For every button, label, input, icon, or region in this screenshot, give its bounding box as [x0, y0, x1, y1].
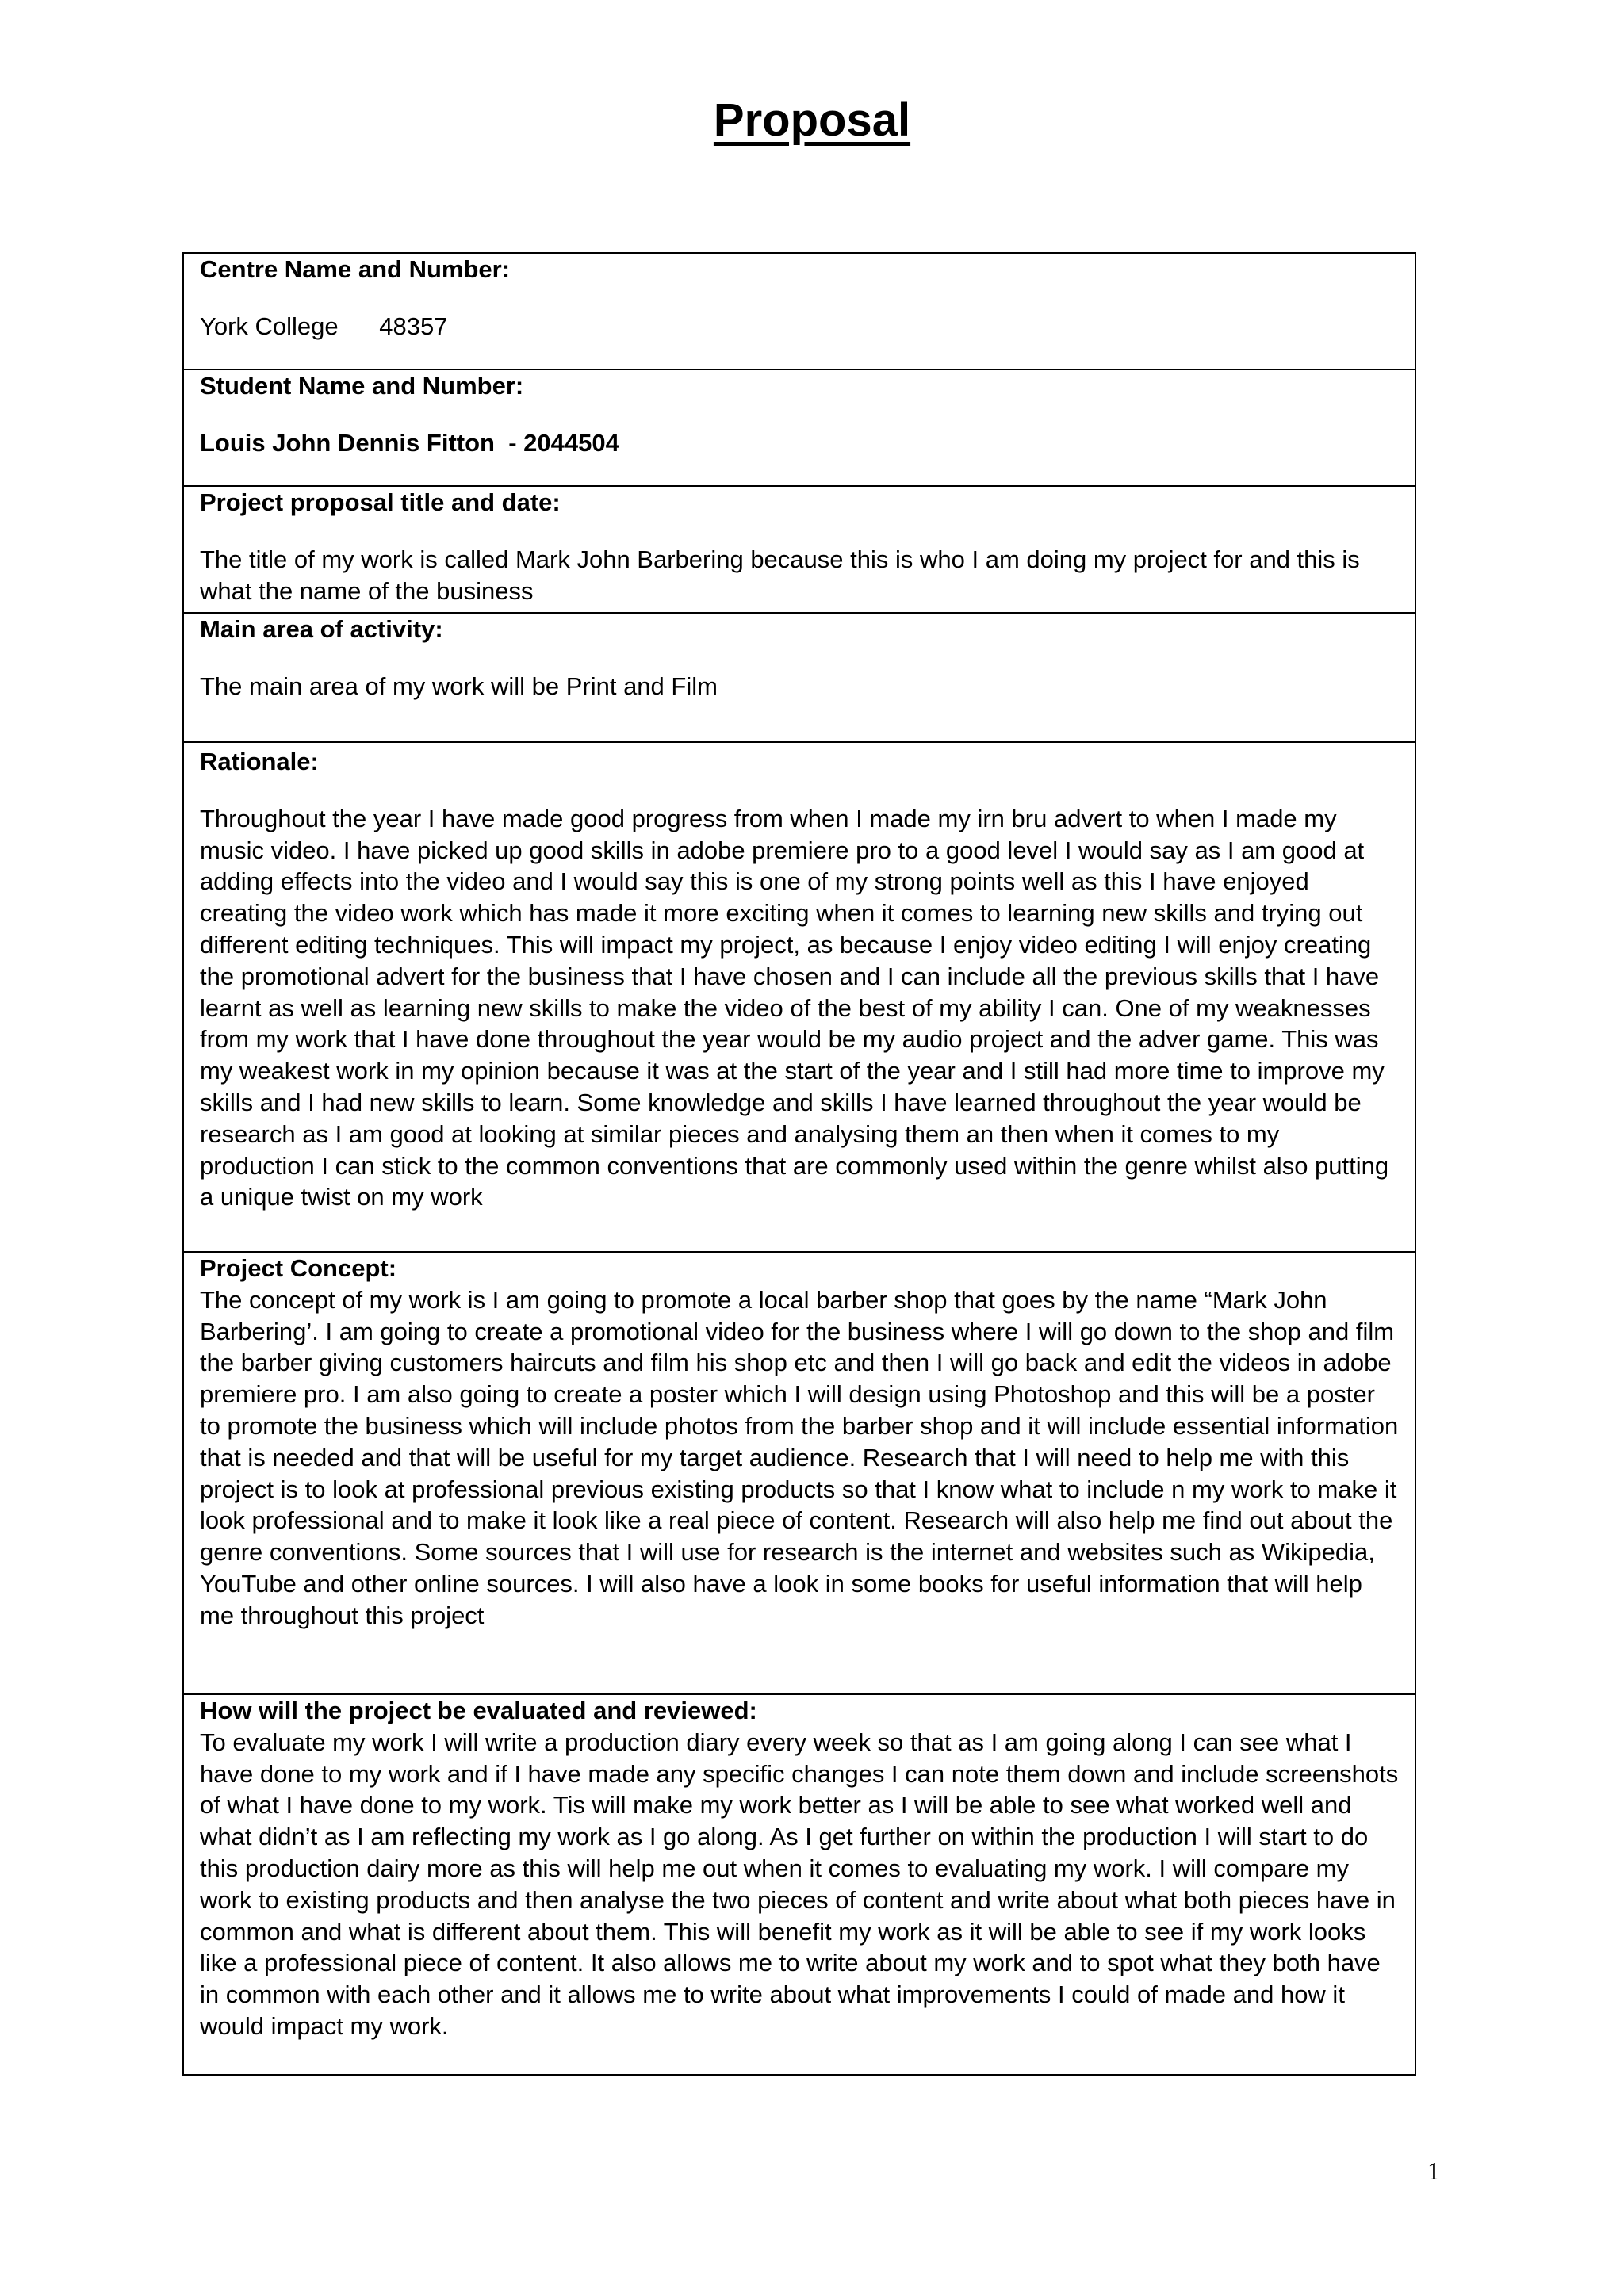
rationale-value: Throughout the year I have made good progress from when I made my irn bru advert to when I made my music video. I have picked up good skills in adobe premiere pro to a good level I would say as I am good at adding effects into the video and I would say this is one of my strong points well as this I have enjoyed creating the video work which has made it more exciting when it comes to learning new skills and trying out different editing techniques. This will impact my project, as because I enjoy video editing I will enjoy creating the promotional advert for the business that I have chosen and I can include all the previous skills that I have learnt as well as learning new skills to make the video of the best of my ability I can. One of my weaknesses from my work that I have done throughout the year would be my audio project and the adver game. This was my weakest work in my opinion because it was at the start of the year and I still had more time to improve my skills and I had new skills to learn. Some knowledge and skills I have learned throughout the year would be research as I am good at looking at similar pieces and analysing them an then when it comes to my production I can stick to the common conventions that are commonly used within the genre whilst also putting a unique twist on my work — [200, 804, 1389, 1211]
activity-value: The main area of my work will be Print and Film — [200, 672, 718, 700]
evaluation-row — [183, 1694, 1415, 2075]
rationale-heading: Rationale: — [200, 748, 319, 775]
activity-heading: Main area of activity: — [200, 615, 443, 643]
activity-cell — [183, 613, 1415, 742]
project-title-cell — [183, 486, 1415, 613]
rationale-row — [183, 742, 1415, 1252]
student-cell — [183, 369, 1415, 486]
proposal-form-table — [182, 252, 1416, 2076]
page-number: 1 — [1427, 2156, 1440, 2185]
evaluation-heading: How will the project be evaluated and reviewed: — [200, 1697, 757, 1724]
concept-value: The concept of my work is I am going to promote a local barber shop that goes by the name “Mark John Barbering’. I am going to create a promotional video for the business where I will go down to the shop and film the barber giving customers haircuts and film his shop etc and then I will go back and edit the videos in adobe premiere pro. I am also going to create a poster which I will design using Photoshop and this will be a poster to promote the business which will include photos from the barber shop and it will include essential information that is needed and that will be useful for my target audience. Research that I will need to help me with this project is to look at professional previous existing products so that I know what to include n my work to make it look professional and to make it look like a real piece of content. Research will also help me find out about the genre conventions. Some sources that I will use for research is the internet and websites such as Wikipedia, YouTube and other online sources. I will also have a look in some books for useful information that will help me throughout this project — [200, 1285, 1399, 1629]
rationale-cell — [183, 742, 1415, 1252]
evaluation-value: To evaluate my work I will write a production diary every week so that as I am going along I can see what I have done to my work and if I have made any specific changes I can note them down and include screenshots of what I have done to my work. Tis will make my work better as I will be able to see what worked well and what didn’t as I am reflecting my work as I go along. As I get further on within the production I will start to do this production dairy more as this will help me out when it comes to evaluating my work. I will compare my work to existing products and then analyse the two pieces of content and write about what both pieces have in common and what is different about them. This will benefit my work as it will be able to see if my work looks like a professional piece of content. It also allows me to write about my work and to spot what they both have in common with each other and it allows me to write about what improvements I could of made and how it would impact my work. — [200, 1728, 1399, 2040]
centre-heading: Centre Name and Number: — [200, 255, 511, 283]
project-title-value: The title of my work is called Mark John Barbering because this is who I am doing my project for and this is what the name of the business — [200, 545, 1360, 605]
concept-cell — [183, 1252, 1415, 1694]
project-title-heading: Project proposal title and date: — [200, 488, 561, 516]
centre-value: York College 48357 — [200, 312, 448, 340]
student-heading: Student Name and Number: — [200, 372, 524, 400]
activity-row — [183, 613, 1415, 742]
project-title-row — [183, 486, 1415, 613]
concept-row — [183, 1252, 1415, 1694]
student-row — [183, 369, 1415, 486]
concept-heading: Project Concept: — [200, 1254, 397, 1282]
centre-cell — [183, 253, 1415, 369]
centre-row — [183, 253, 1415, 369]
evaluation-cell — [183, 1694, 1415, 2075]
page-title: Proposal — [713, 94, 911, 146]
student-value: Louis John Dennis Fitton - 2044504 — [200, 428, 619, 457]
